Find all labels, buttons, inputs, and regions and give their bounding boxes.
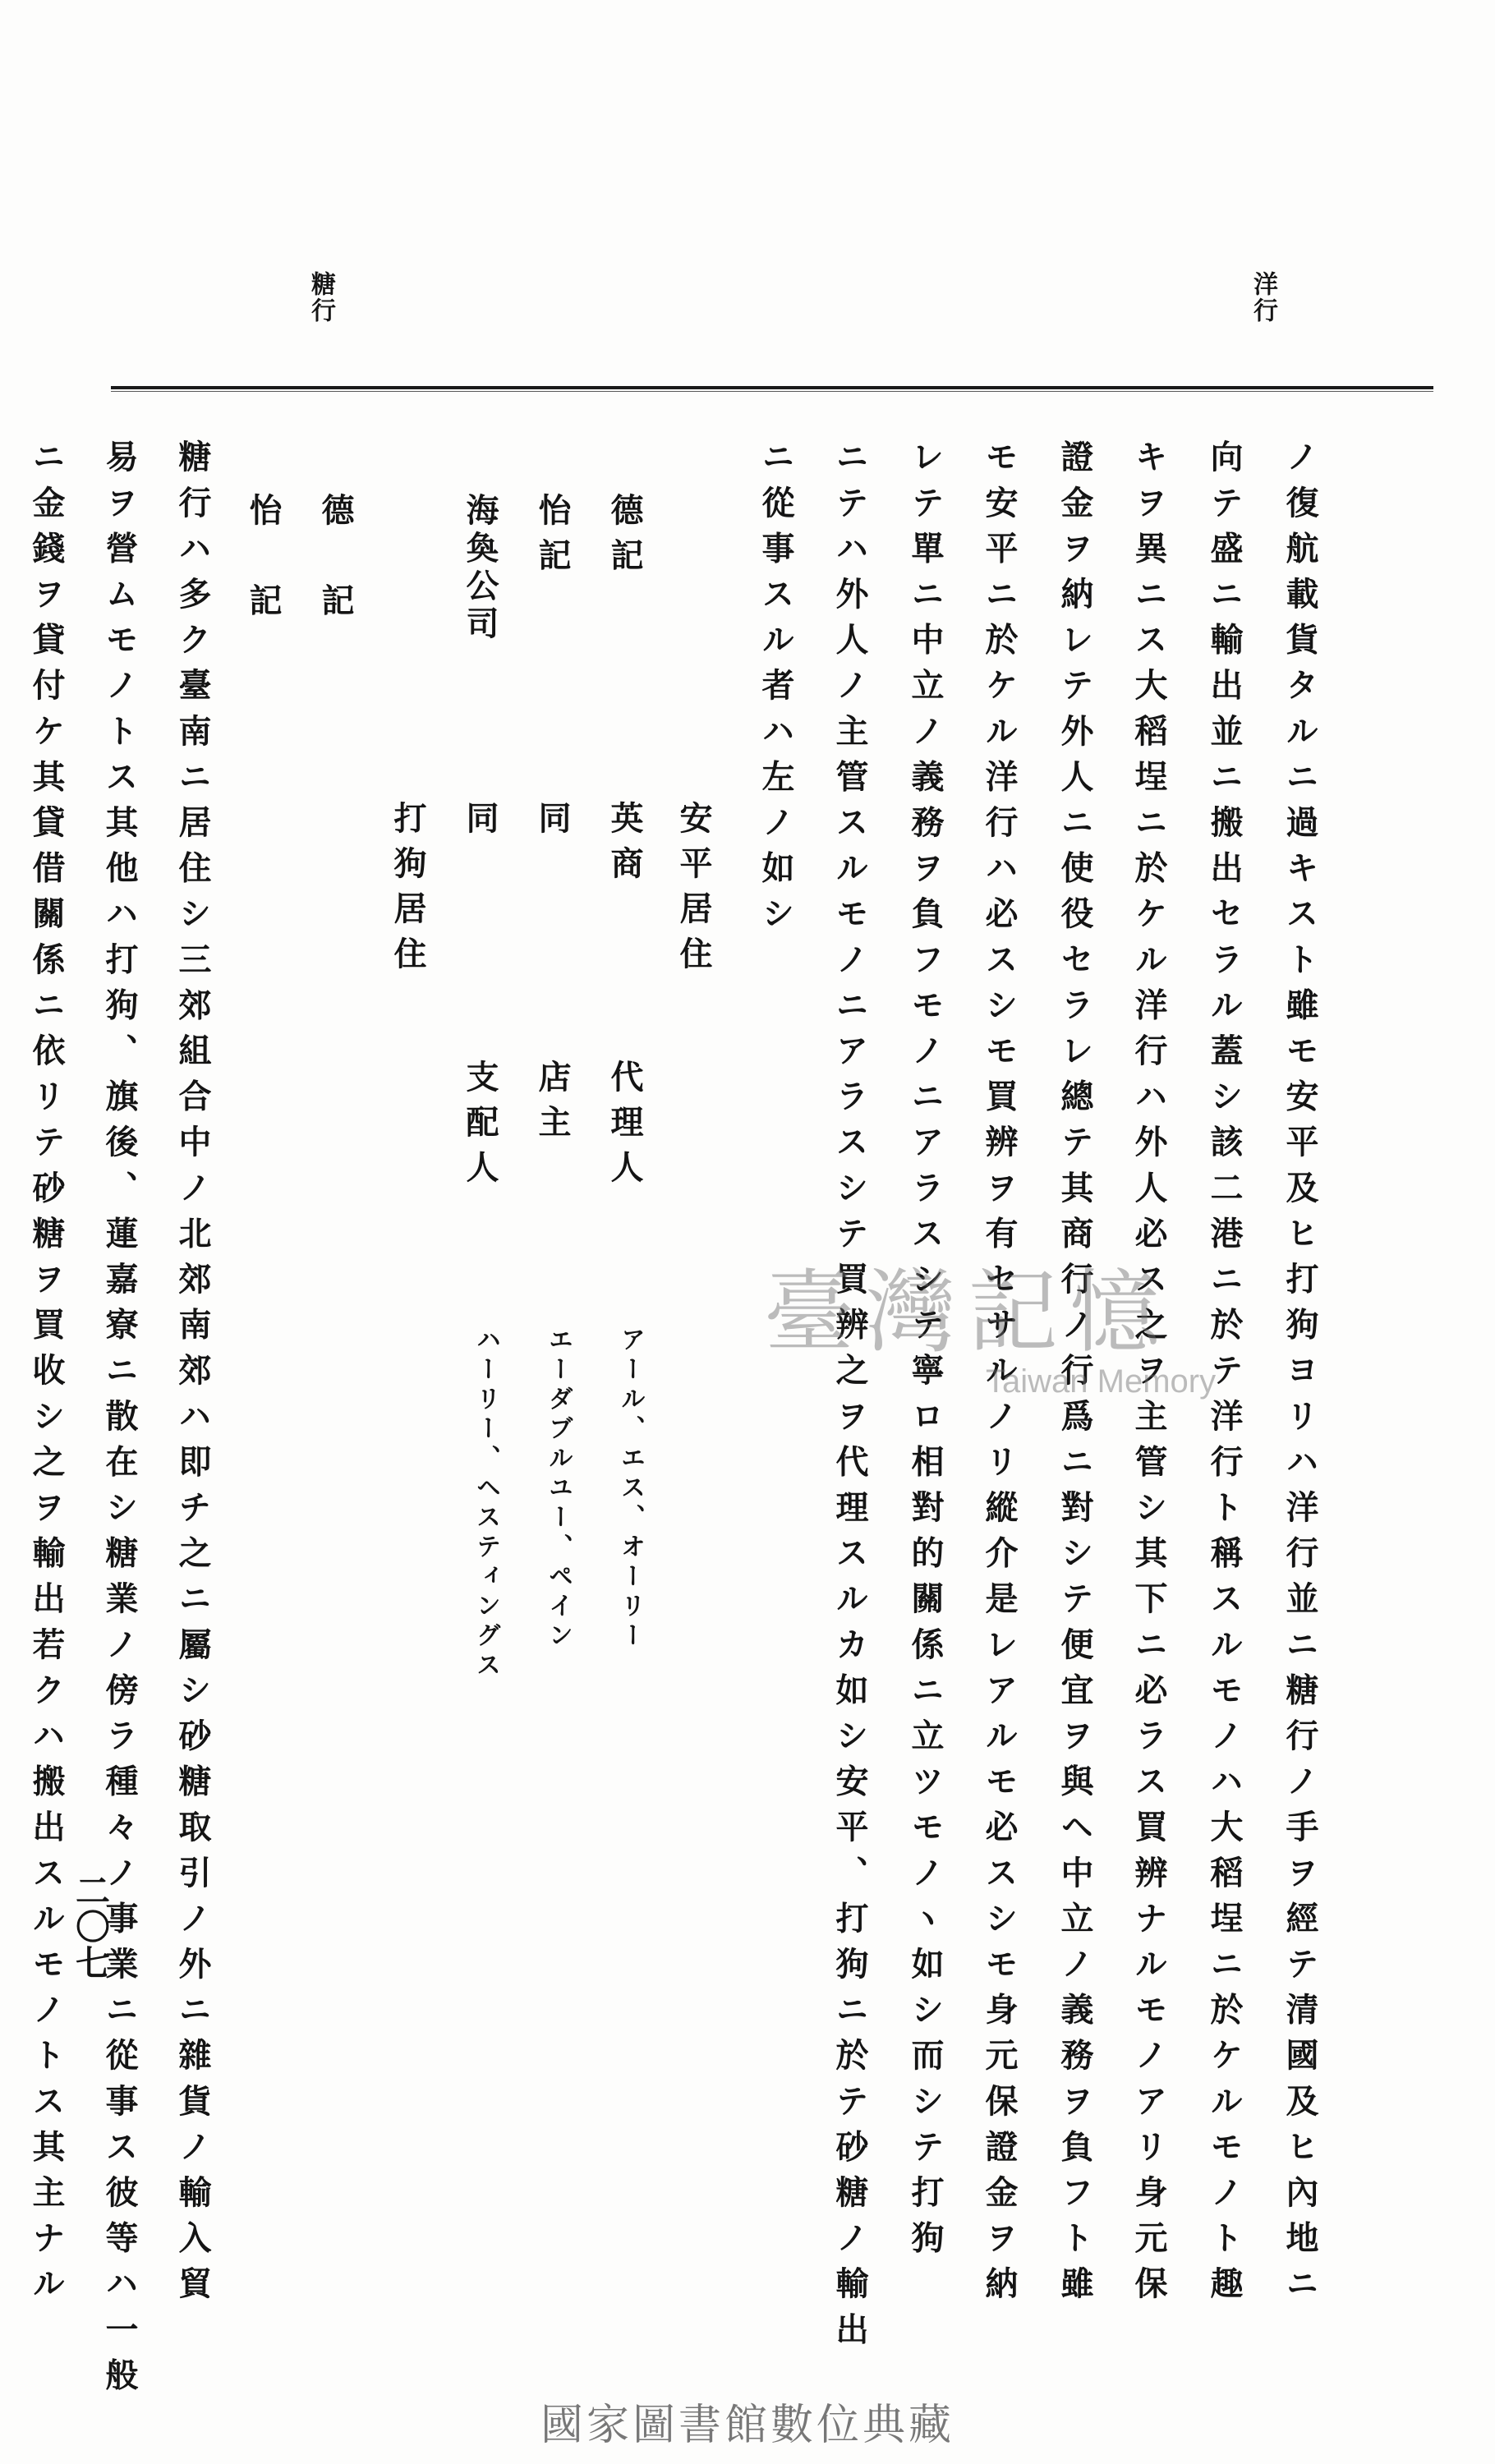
watermark-sub-text: Taiwan Memory	[986, 1363, 1217, 1400]
table-row2-role: 店主	[533, 1060, 572, 1150]
table-row1-nationality: 英商	[605, 801, 644, 891]
table-row2-person: エーダブルユー、ペイン	[544, 1326, 573, 1652]
body-line-5: モ安平ニ於ケル洋行ハ必スシモ買辨ヲ有セサルノリ縱介是レアルモ必スシモ身元保證金ヲ納	[980, 439, 1019, 2312]
sugar-line-3: ニ金錢ヲ貸付ケ其貸借關係ニ依リテ砂糖ヲ買收シ之ヲ輸出若クハ搬出スルモノトス其主ナル	[27, 439, 66, 2312]
table-row3-name: 海奐公司	[461, 493, 499, 644]
sugar-line-1: 糖行ハ多ク臺南ニ居住シ三郊組合中ノ北郊南郊ハ即チ之ニ屬シ砂糖取引ノ外ニ雜貨ノ輸入貿	[173, 439, 212, 2312]
watermark-main-text: 臺灣記憶	[764, 1260, 1171, 1365]
running-header-right: 洋行	[1249, 271, 1277, 324]
sugar-line-2: 易ヲ營ムモノトス其他ハ打狗、旗後、蓮嘉寮ニ散在シ糖業ノ傍ラ種々ノ事業ニ從事ス彼等ハ一般	[100, 439, 139, 2403]
taiwan-memory-watermark	[764, 1240, 1339, 1429]
table-group1-location: 安平居住	[674, 801, 713, 981]
table-row1-name: 德記	[605, 493, 644, 583]
body-line-8: ニ從事スル者ハ左ノ如シ	[757, 439, 795, 942]
header-rule	[111, 386, 1433, 389]
table-row2-name: 怡記	[533, 493, 572, 583]
running-header-left: 糖行	[306, 271, 335, 324]
body-line-1: ノ復航載貨タルニ過キスト雖モ安平及ヒ打狗ヨリハ洋行並ニ糖行ノ手ヲ經テ清國及ヒ內地ニ	[1281, 439, 1319, 2312]
table-row2-nationality: 同	[533, 801, 572, 846]
table-group2-location: 打狗居住	[389, 801, 427, 981]
body-line-6: レテ單ニ中立ノ義務ヲ負フモノニアラスシテ寧ロ相對的關係ニ立ツモノヽ如シ而シテ打狗	[906, 439, 945, 2266]
table-row3-nationality: 同	[461, 801, 499, 846]
page-number: 二〇七	[71, 1873, 111, 1981]
body-line-7: ニテハ外人ノ主管スルモノニアラスシテ買辨之ヲ代理スルカ如シ安平、打狗ニ於テ砂糖ノ輸出	[830, 439, 869, 2358]
header-rule-thin	[111, 391, 1433, 392]
body-line-4: 證金ヲ納レテ外人ニ使役セラレ總テ其商行ノ行爲ニ對シテ便宜ヲ與ヘ中立ノ義務ヲ負フト雖	[1056, 439, 1094, 2312]
table-row3-person: ハーリー、ヘスティングス	[472, 1326, 500, 1681]
table-row1-person: アール、エス、オーリー	[616, 1326, 645, 1652]
body-line-3: キヲ異ニス大稻埕ニ於ケル洋行ハ外人必ス之ヲ主管シ其下ニ必ラス買辨ナルモノアリ身元保	[1129, 439, 1168, 2312]
archive-footer: 國家圖書館數位典藏	[540, 2401, 954, 2450]
body-line-2: 向テ盛ニ輸出並ニ搬出セラル蓋シ該二港ニ於テ洋行ト稱スルモノハ大稻埕ニ於ケルモノト趣	[1205, 439, 1244, 2312]
table-group2-row1-name: 德記	[316, 493, 355, 673]
table-group2-row2-name: 怡記	[244, 493, 283, 673]
table-row3-role: 支配人	[461, 1060, 499, 1195]
table-row1-role: 代理人	[605, 1060, 644, 1195]
